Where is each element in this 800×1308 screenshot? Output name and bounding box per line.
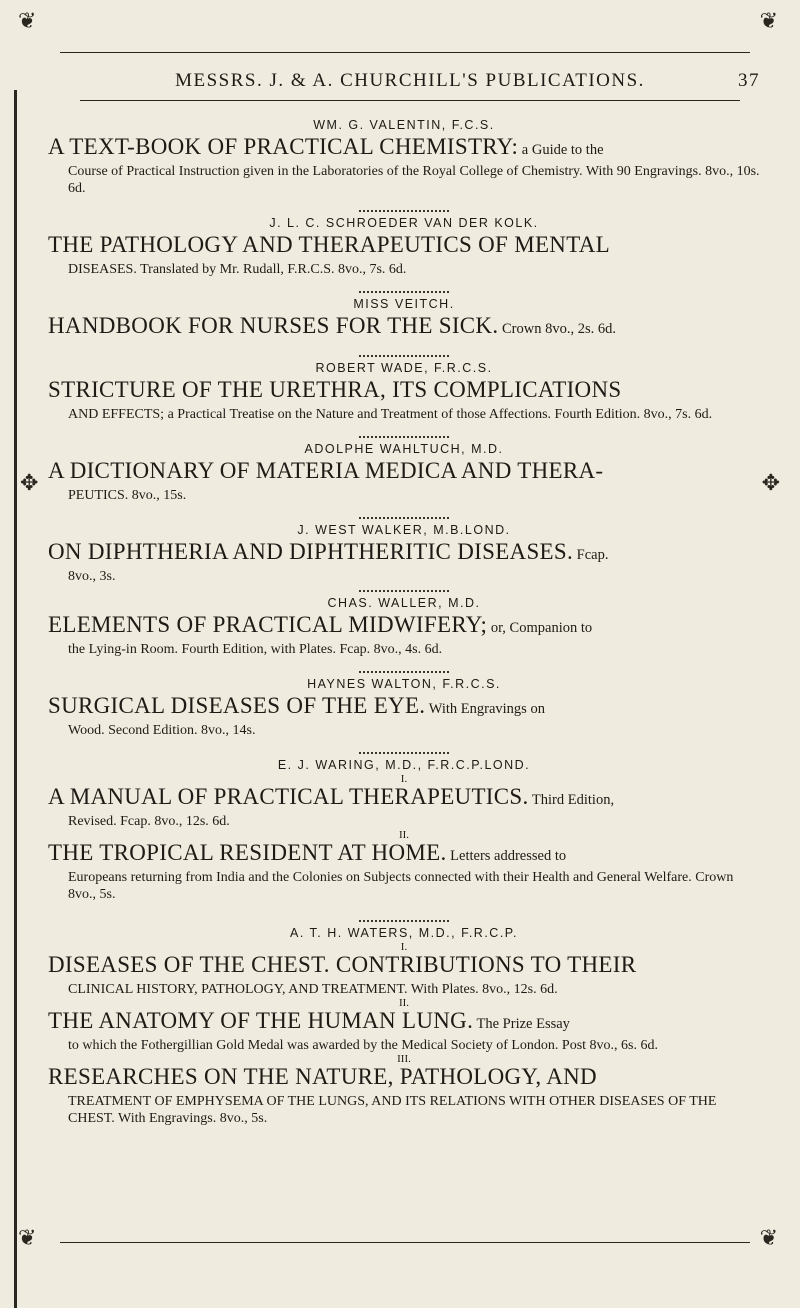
catalogue-list <box>48 110 760 1127</box>
divider <box>359 350 449 357</box>
book-description: Course of Practical Instruction given in the Laboratories of the Royal College of Chemistry. With 90 Engravings. 8vo., 10s. 6d. <box>68 164 760 196</box>
catalogue-entry <box>48 442 760 504</box>
book-title: STRICTURE OF THE URETHRA, ITS COMPLICATIONS <box>48 377 622 402</box>
catalogue-entry <box>48 118 760 197</box>
author-name: A. T. H. WATERS, M.D., F.R.C.P. <box>289 926 518 940</box>
corner-ornament-icon: ❦ <box>18 8 37 33</box>
catalogue-entry <box>48 677 760 739</box>
book-title: HANDBOOK FOR NURSES FOR THE SICK. Crown 8vo., 2s. 6d. <box>48 313 617 338</box>
left-border-rule <box>14 90 17 1308</box>
author-group <box>48 758 760 903</box>
book-title: A TEXT-BOOK OF PRACTICAL CHEMISTRY: a Guide to the <box>48 134 604 159</box>
catalogue-entry <box>48 596 760 658</box>
divider <box>359 666 449 673</box>
page-header <box>60 70 760 92</box>
book-title: ELEMENTS OF PRACTICAL MIDWIFERY; or, Companion to <box>48 612 593 637</box>
author-name: E. J. WARING, M.D., F.R.C.P.LOND. <box>277 758 531 772</box>
divider <box>359 747 449 754</box>
side-ornament-icon: ✥ <box>20 470 39 495</box>
book-description: Wood. Second Edition. 8vo., 14s. <box>68 723 256 738</box>
divider <box>359 286 449 293</box>
work-numeral: I. <box>400 941 408 953</box>
book-description: 8vo., 3s. <box>68 569 116 584</box>
corner-ornament-icon: ❦ <box>759 8 778 33</box>
book-title: SURGICAL DISEASES OF THE EYE. With Engravings on <box>48 693 545 718</box>
book-title: A MANUAL OF PRACTICAL THERAPEUTICS. Third Edition, <box>48 784 615 809</box>
side-ornament-icon: ✥ <box>761 470 780 495</box>
divider <box>359 205 449 212</box>
author-name: WM. G. VALENTIN, F.C.S. <box>313 118 495 132</box>
book-title: THE TROPICAL RESIDENT AT HOME. Letters addressed to <box>48 840 567 865</box>
book-description: to which the Fothergillian Gold Medal was awarded by the Medical Society of London. Post 8vo., 6s. 6d. <box>68 1038 658 1053</box>
author-name: CHAS. WALLER, M.D. <box>327 596 481 610</box>
catalogue-entry <box>48 523 760 585</box>
divider <box>359 915 449 922</box>
author-name: ADOLPHE WAHLTUCH, M.D. <box>304 442 504 456</box>
divider <box>359 431 449 438</box>
author-name: J. L. C. SCHROEDER VAN DER KOLK. <box>269 216 539 230</box>
work-numeral: III. <box>397 1053 411 1065</box>
work-numeral: I. <box>400 773 408 785</box>
corner-ornament-icon: ❦ <box>759 1225 778 1250</box>
book-title: RESEARCHES ON THE NATURE, PATHOLOGY, AND <box>48 1064 597 1089</box>
author-group <box>48 926 760 1127</box>
bottom-rule <box>60 1242 750 1243</box>
catalogue-entry <box>48 297 760 342</box>
divider <box>359 512 449 519</box>
divider <box>359 585 449 592</box>
header-rule <box>80 100 740 101</box>
book-description: Europeans returning from India and the Colonies on Subjects connected with their Health and General Welfare. Crown 8vo., 5s. <box>68 870 734 902</box>
book-title: DISEASES OF THE CHEST. CONTRIBUTIONS TO THEIR <box>48 952 637 977</box>
book-description: AND EFFECTS; a Practical Treatise on the Nature and Treatment of those Affections. Fourth Edition. 8vo., 7s. 6d. <box>68 407 713 422</box>
top-rule <box>60 52 750 53</box>
book-title: A DICTIONARY OF MATERIA MEDICA AND THERA- <box>48 458 604 483</box>
book-description: TREATMENT OF EMPHYSEMA OF THE LUNGS, AND ITS RELATIONS WITH OTHER DISEASES OF THE CHEST. With Engravings. 8vo., 5s. <box>68 1094 717 1126</box>
book-description: Revised. Fcap. 8vo., 12s. 6d. <box>68 814 230 829</box>
book-title: THE PATHOLOGY AND THERAPEUTICS OF MENTAL <box>48 232 610 257</box>
book-title: ON DIPHTHERIA AND DIPHTHERITIC DISEASES. Fcap. <box>48 539 609 564</box>
book-description: the Lying-in Room. Fourth Edition, with Plates. Fcap. 8vo., 4s. 6d. <box>68 642 443 657</box>
work-numeral: II. <box>398 997 410 1009</box>
catalogue-entry <box>48 361 760 423</box>
book-description: CLINICAL HISTORY, PATHOLOGY, AND TREATMENT. With Plates. 8vo., 12s. 6d. <box>68 982 558 997</box>
author-name: HAYNES WALTON, F.R.C.S. <box>307 677 501 691</box>
book-description: PEUTICS. 8vo., 15s. <box>68 488 187 503</box>
author-name: MISS VEITCH. <box>353 297 455 311</box>
corner-ornament-icon: ❦ <box>18 1225 37 1250</box>
book-description: DISEASES. Translated by Mr. Rudall, F.R.C.S. 8vo., 7s. 6d. <box>68 262 407 277</box>
author-name: J. WEST WALKER, M.B.LOND. <box>297 523 511 537</box>
catalogue-entry <box>48 216 760 278</box>
page-number: 37 <box>738 70 760 91</box>
author-name: ROBERT WADE, F.R.C.S. <box>315 361 493 375</box>
book-title: THE ANATOMY OF THE HUMAN LUNG. The Prize Essay <box>48 1008 570 1033</box>
header-title: MESSRS. J. & A. CHURCHILL'S PUBLICATIONS. <box>175 70 645 91</box>
work-numeral: II. <box>398 829 410 841</box>
